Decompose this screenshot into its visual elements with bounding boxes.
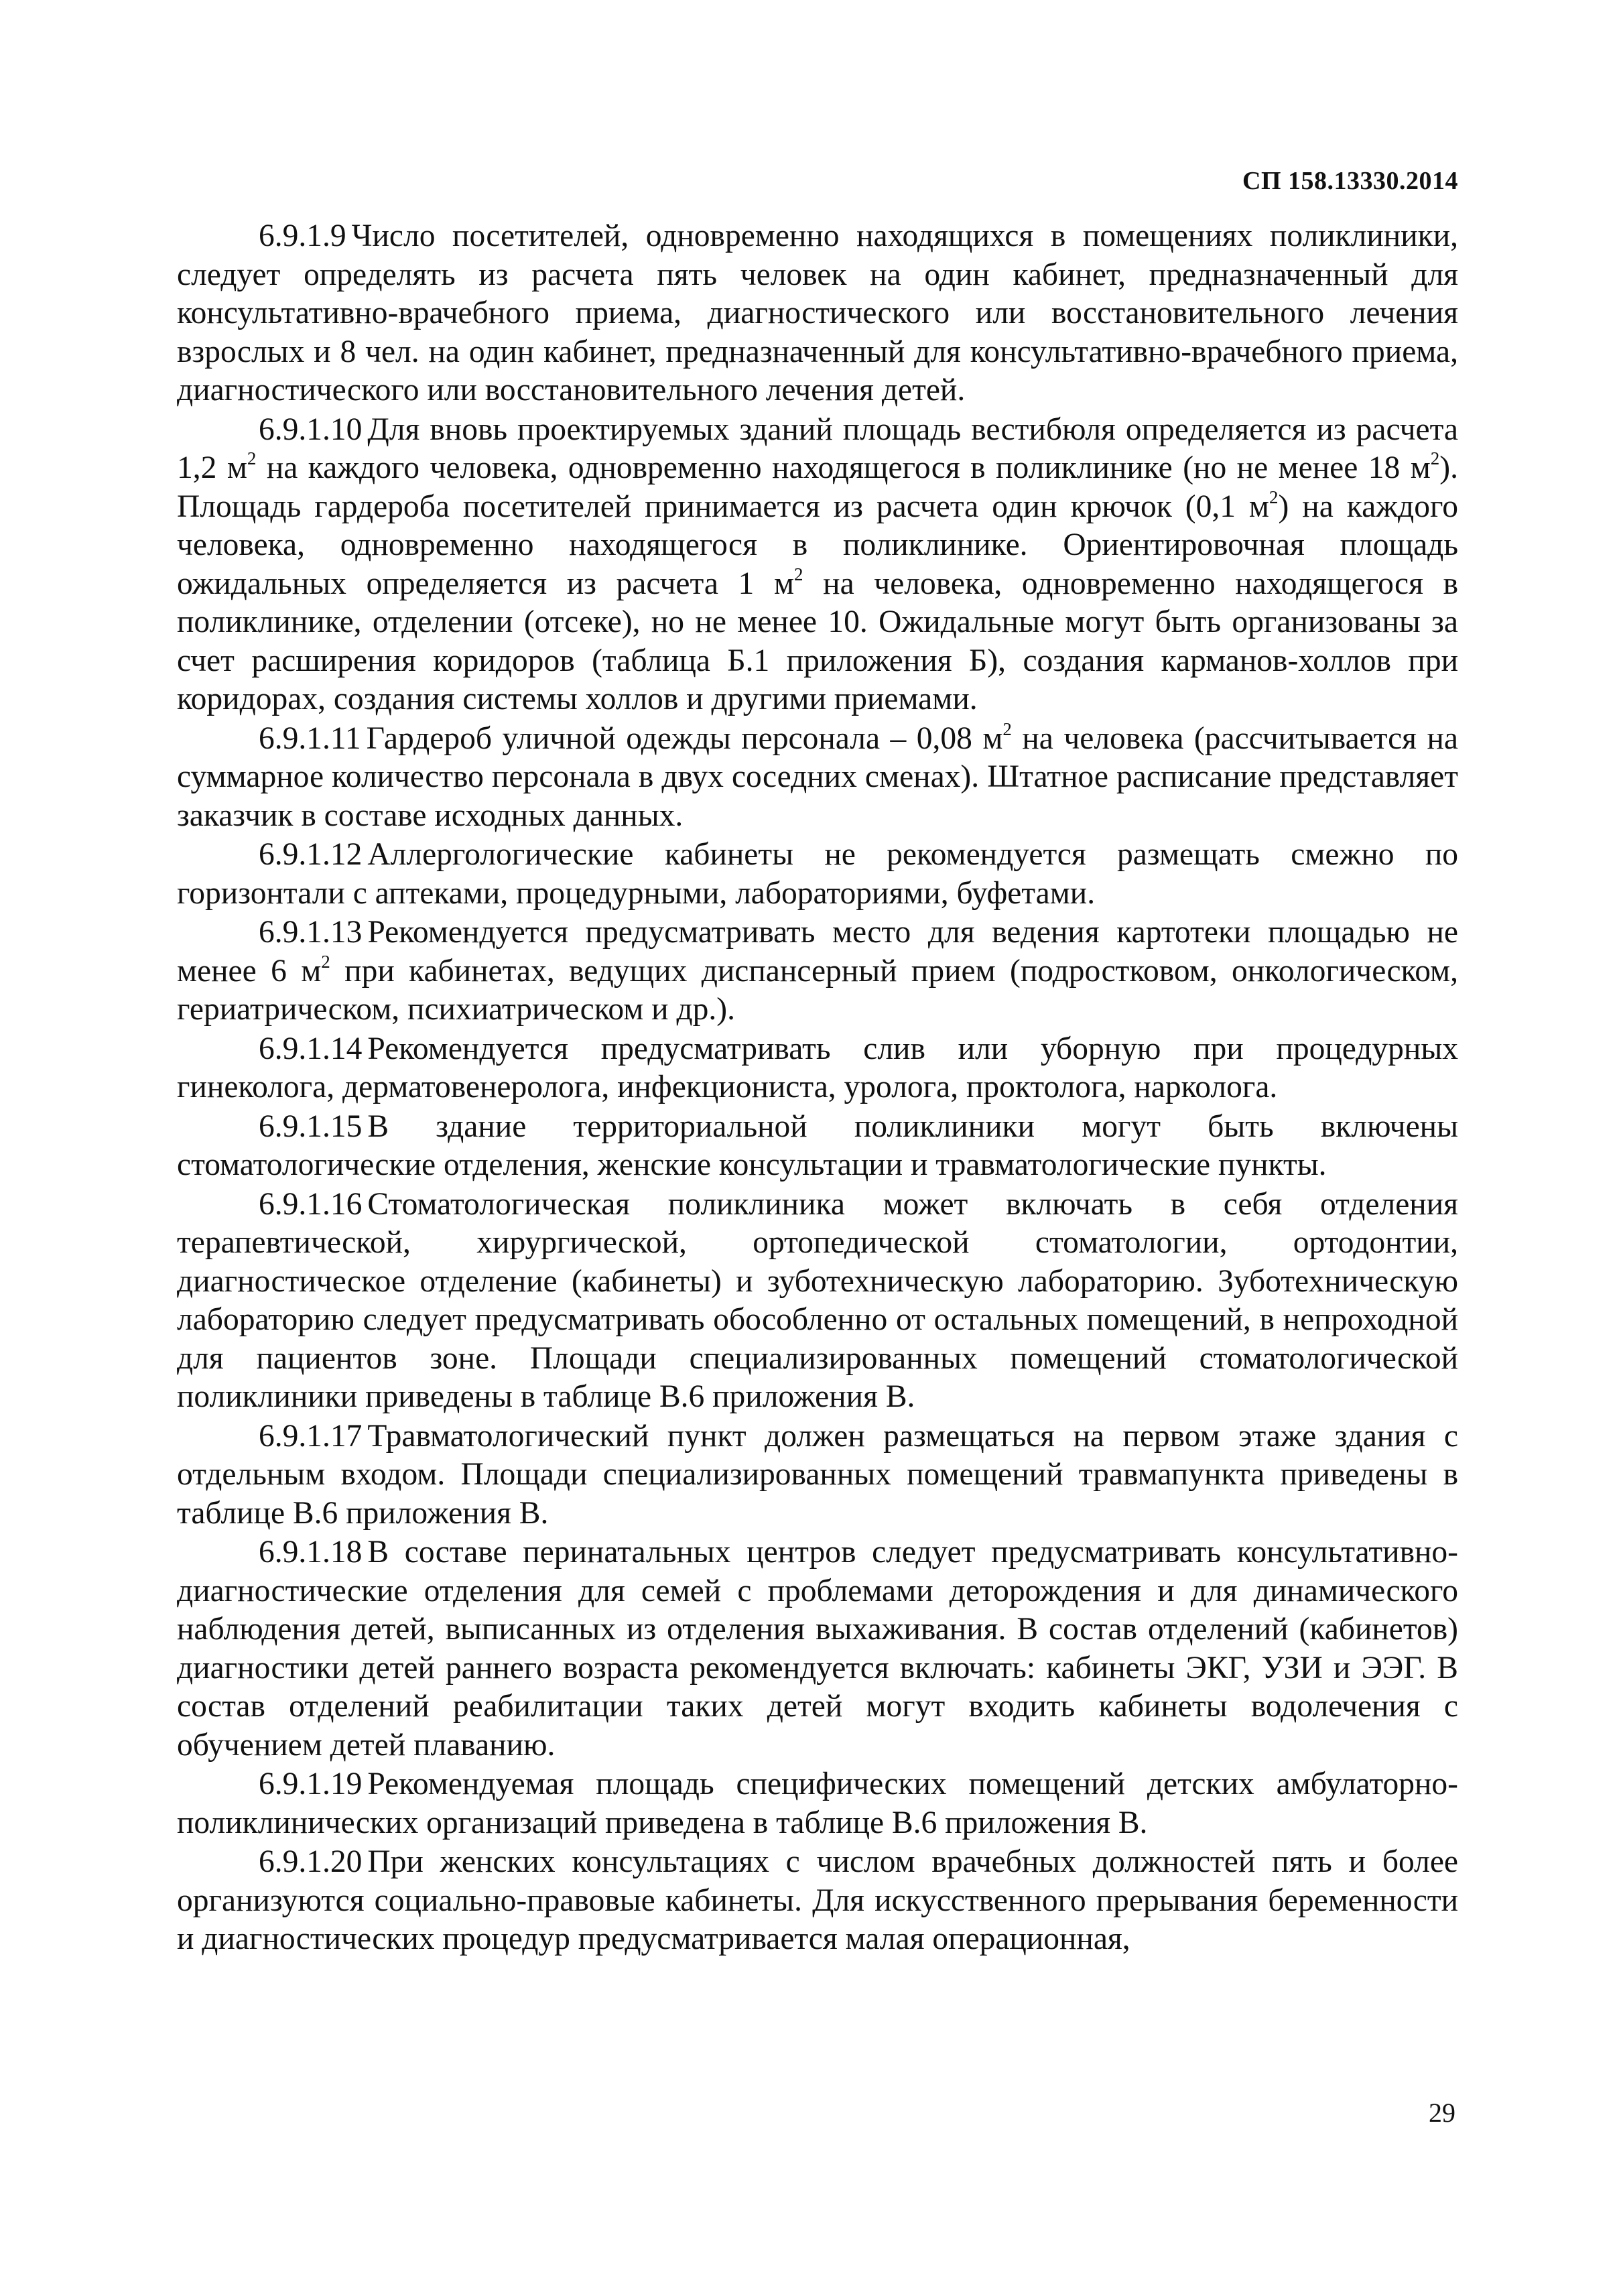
paragraph-6-9-1-16 <box>177 1186 1458 1417</box>
clause-number: 6.9.1.18 <box>259 1535 363 1570</box>
superscript: 2 <box>1002 718 1012 739</box>
clause-text: Стоматологическая поликлиника может включать в себя отделения терапевтической, хирургической, ортопедической стоматологии, ортодонтии, диагностическое отделение (кабинеты) и зуботехническую лабораторию. Зуботехническую лабораторию следует предусматривать обособленно от остальных помещений, в непроходной для пациентов зоне. Площади специализированных помещений стоматологической поликлиники приведены в таблице В.6 приложения В. <box>177 1186 1458 1414</box>
paragraph-6-9-1-9 <box>177 217 1458 410</box>
page-number: 29 <box>1429 2098 1455 2128</box>
clause-number: 6.9.1.13 <box>259 915 363 950</box>
superscript: 2 <box>794 564 803 584</box>
clause-number: 6.9.1.16 <box>259 1186 363 1222</box>
clause-text: Травматологический пункт должен размещаться на первом этаже здания с отдельным входом. Площади специализированных помещений травмапункта приведены в таблице В.6 приложения В. <box>177 1418 1458 1531</box>
superscript: 2 <box>1269 487 1279 507</box>
clause-number: 6.9.1.20 <box>259 1844 363 1879</box>
clause-text: В здание территориальной поликлиники могут быть включены стоматологические отделения, женские консультации и травматологические пункты. <box>177 1108 1458 1182</box>
paragraph-6-9-1-15 <box>177 1108 1458 1185</box>
clause-text: при кабинетах, ведущих диспансерный прием (подростковом, онкологическом, гериатрическом, психиатрическом и др.). <box>177 953 1458 1027</box>
clause-number: 6.9.1.14 <box>259 1031 363 1066</box>
clause-text: на каждого человека, одновременно находящегося в поликлинике (но не менее 18 м <box>256 450 1431 485</box>
clause-text: Рекомендуемая площадь специфических помещений детских амбулаторно-поликлинических организаций приведена в таблице В.6 приложения В. <box>177 1767 1458 1840</box>
clause-number: 6.9.1.9 <box>259 218 346 253</box>
clause-text: Рекомендуется предусматривать место для ведения картотеки площадью не менее 6 м <box>177 915 1458 988</box>
paragraph-6-9-1-17 <box>177 1417 1458 1533</box>
superscript: 2 <box>321 951 330 972</box>
clause-text: Число посетителей, одновременно находящихся в помещениях поликлиники, следует определять из расчета пять человек на один кабинет, предназначенный для консультативно-врачебного приема, диагностического или восстановительного лечения взрослых и 8 чел. на один кабинет, предназначенный для консультативно-врачебного приема, диагностического или восстановительного лечения детей. <box>177 218 1458 407</box>
clause-text: В составе перинатальных центров следует предусматривать консультативно-диагностические отделения для семей с проблемами деторождения и для динамического наблюдения детей, выписанных из отделения выхаживания. В состав отделений (кабинетов) диагностики детей раннего возраста рекомендуется включать: кабинеты ЭКГ, УЗИ и ЭЭГ. В состав отделений реабилитации таких детей могут входить кабинеты водолечения с обучением детей плаванию. <box>177 1535 1458 1763</box>
paragraph-6-9-1-20 <box>177 1843 1458 1959</box>
clause-number: 6.9.1.19 <box>259 1767 363 1801</box>
clause-number: 6.9.1.12 <box>259 837 363 872</box>
clause-text: Аллергологические кабинеты не рекомендуется размещать смежно по горизонтали с аптеками, процедурными, лабораториями, буфетами. <box>177 837 1458 911</box>
clause-text: на человека, одновременно находящегося в поликлинике, отделении (отсеке), но не менее 10. Ожидальные могут быть организованы за счет расширения коридоров (таблица Б.1 приложения Б), создания карманов-холлов при коридорах, создания системы холлов и другими приемами. <box>177 566 1458 716</box>
document-code-header: СП 158.13330.2014 <box>1242 167 1458 195</box>
clause-text: ). Площадь гардероба посетителей принимается из расчета один крючок (0,1 м <box>177 450 1458 524</box>
clause-number: 6.9.1.10 <box>259 411 363 447</box>
superscript: 2 <box>1430 448 1440 468</box>
clause-number: 6.9.1.17 <box>259 1418 363 1454</box>
document-body <box>177 217 1458 1960</box>
clause-text: ) на каждого человека, одновременно находящегося в поликлинике. Ориентировочная площадь ожидальных определяется из расчета 1 м <box>177 489 1458 601</box>
clause-number: 6.9.1.11 <box>259 720 361 756</box>
paragraph-6-9-1-18 <box>177 1533 1458 1765</box>
paragraph-6-9-1-13 <box>177 913 1458 1029</box>
clause-number: 6.9.1.15 <box>259 1108 363 1144</box>
paragraph-6-9-1-14 <box>177 1030 1458 1107</box>
clause-text: При женских консультациях с числом врачебных должностей пять и более организуются социально-правовые кабинеты. Для искусственного прерывания беременности и диагностических процедур предусматривается малая операционная, <box>177 1844 1458 1956</box>
superscript: 2 <box>247 448 257 468</box>
clause-text: Рекомендуется предусматривать слив или уборную при процедурных гинеколога, дерматовенеролога, инфекциониста, уролога, проктолога, нарколога. <box>177 1031 1458 1104</box>
clause-text: на человека (рассчитывается на суммарное количество персонала в двух соседних сменах). Штатное расписание представляет заказчик в составе исходных данных. <box>177 720 1458 833</box>
paragraph-6-9-1-11 <box>177 720 1458 836</box>
clause-text: Для вновь проектируемых зданий площадь вестибюля определяется из расчета 1,2 м <box>177 411 1458 485</box>
clause-text: Гардероб уличной одежды персонала – 0,08 м <box>366 720 1003 756</box>
paragraph-6-9-1-12 <box>177 836 1458 913</box>
paragraph-6-9-1-10 <box>177 411 1458 719</box>
paragraph-6-9-1-19 <box>177 1765 1458 1842</box>
